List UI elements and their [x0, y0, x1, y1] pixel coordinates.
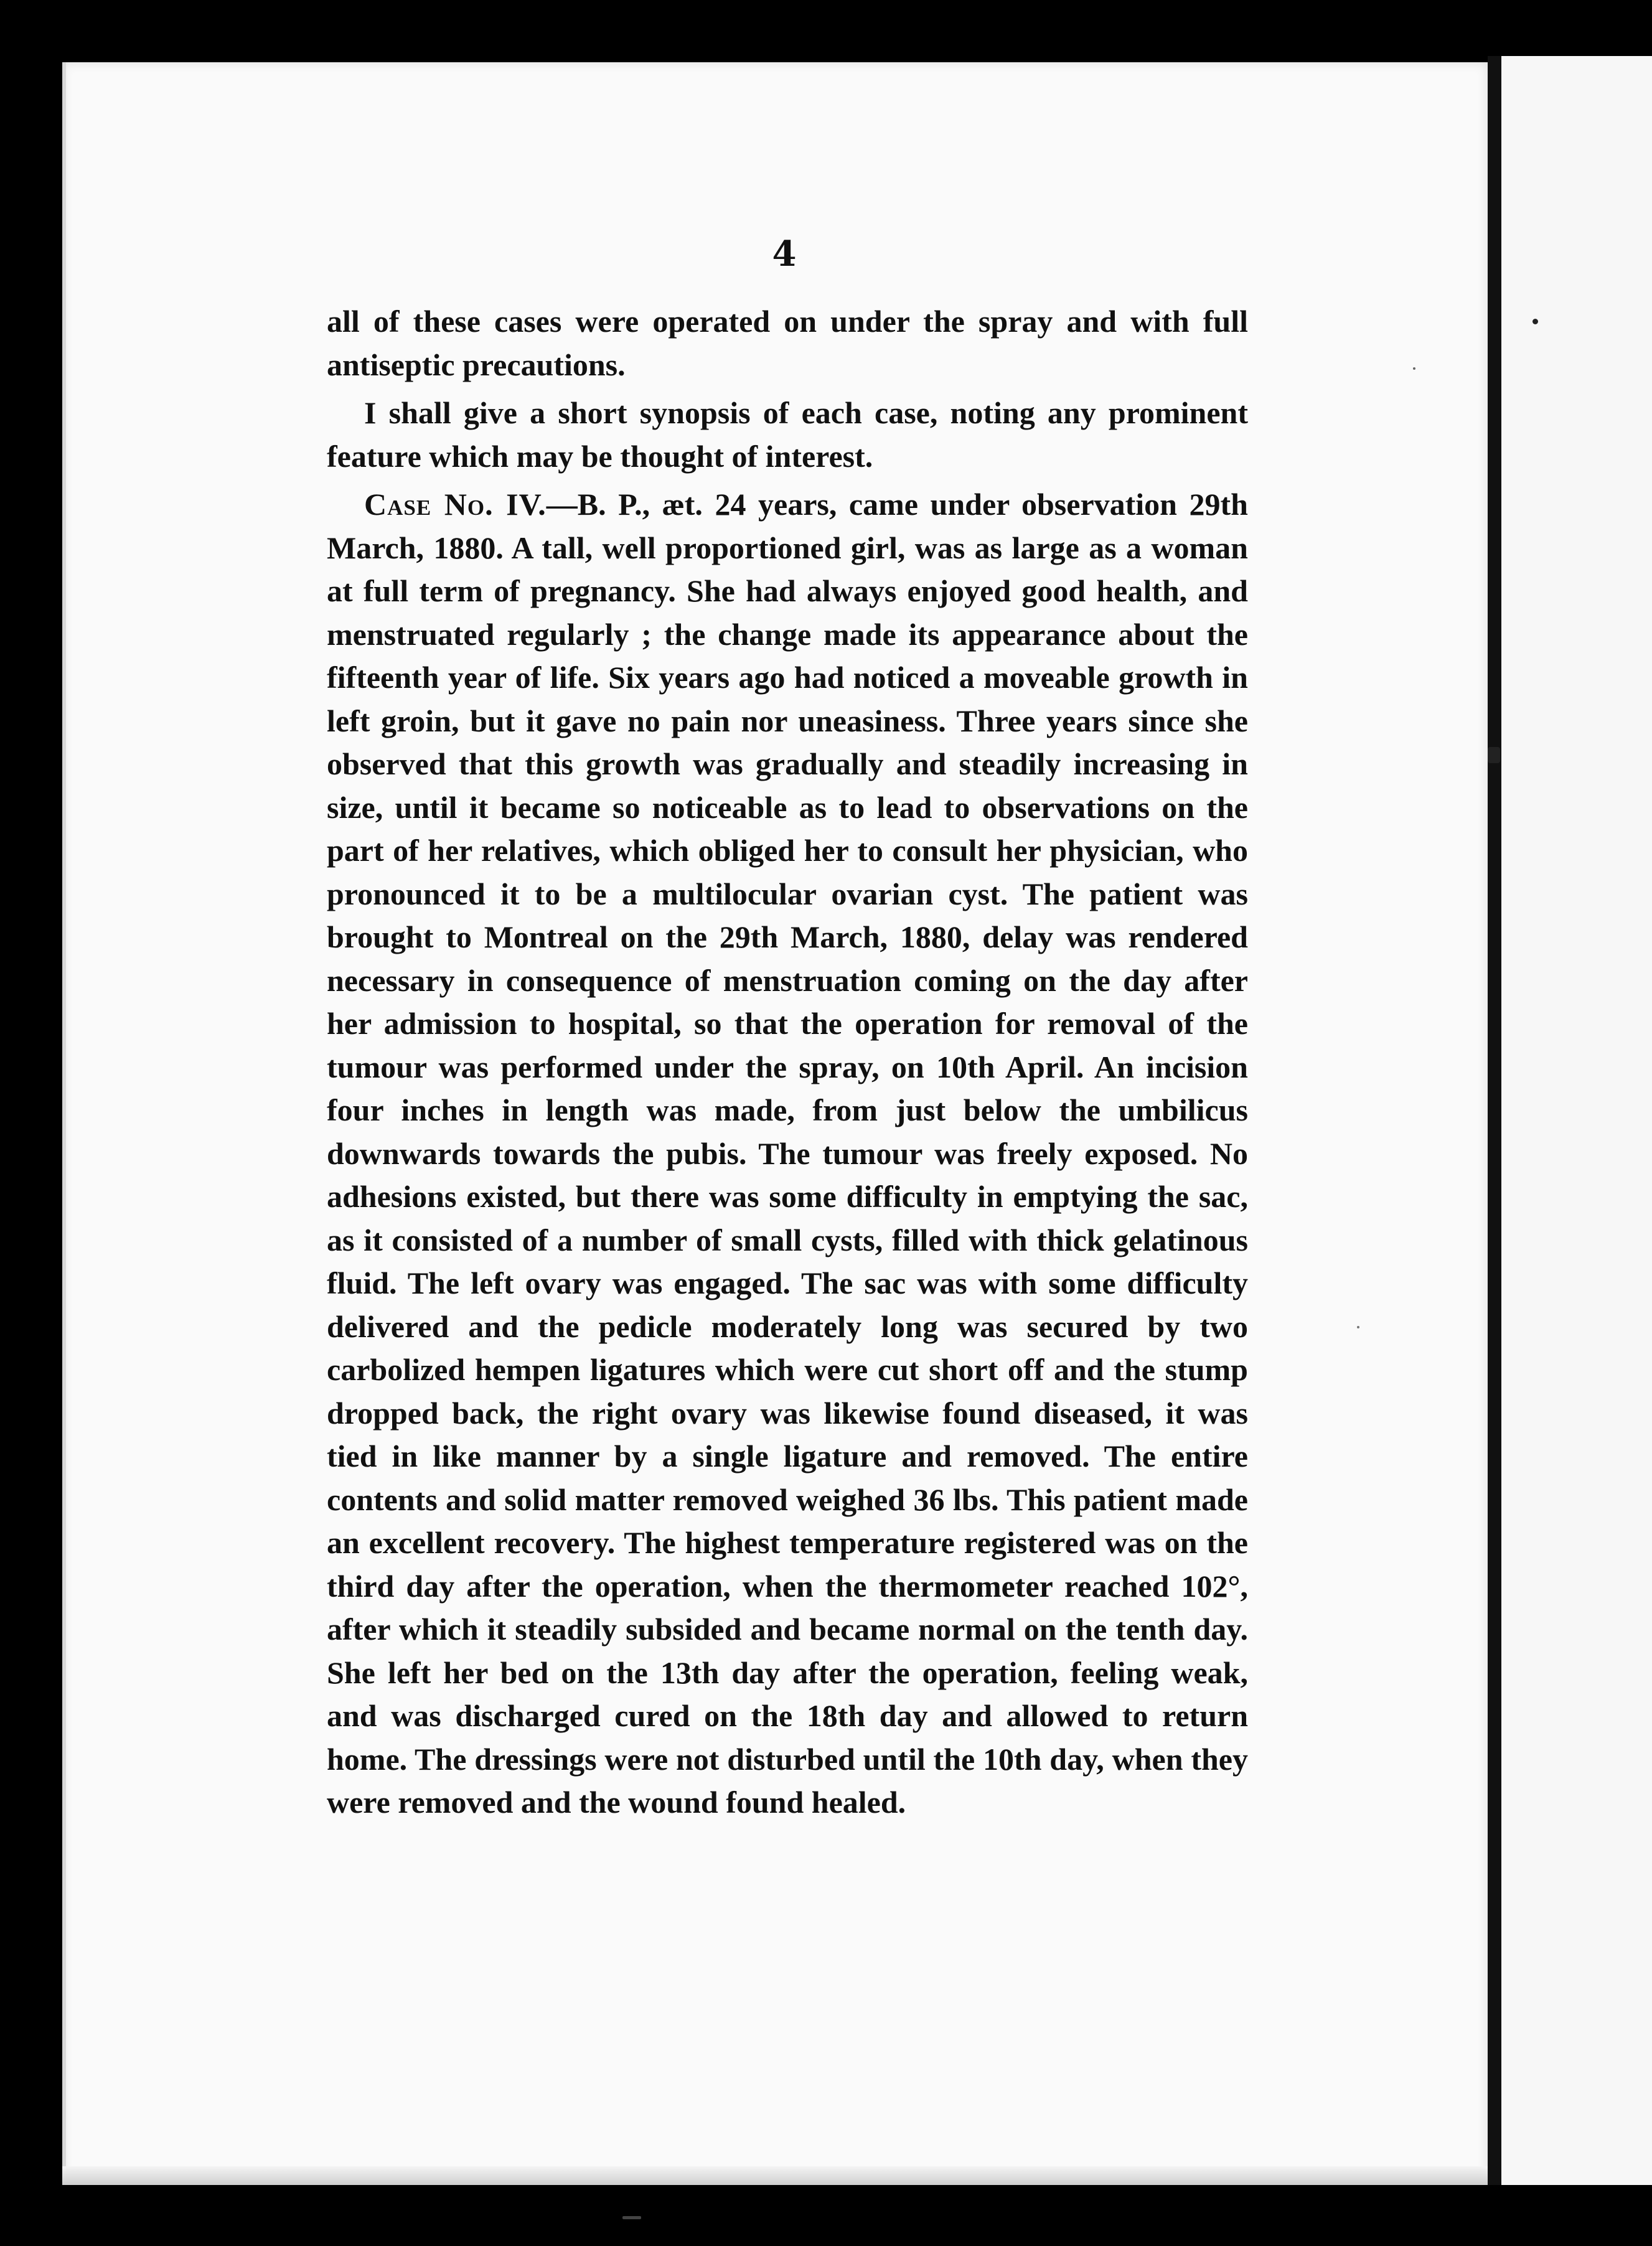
scan-speck	[1532, 319, 1538, 324]
paragraph-synopsis: I shall give a short synopsis of each case, noting any prominent feature which may be thought of interest.	[327, 395, 1248, 474]
spine-rule	[1488, 56, 1501, 2185]
case-text: —B. P., æt. 24 years, came under observation 29th March, 1880. A tall, well proportioned girl, was as large as a woman at full term of pregnancy. She had always enjoyed good health, and menstruated regularly ; the change made its appearance about the fifteenth year of life. Six years ago had noticed a moveable growth in left groin, but it gave no pain nor uneasiness. Three years since she observed that this growth was gradually and steadily increasing in size, until it became so noticeable as to lead to observations on the part of her relatives, which obliged her to consult her physician, who pronounced it to be a multilocular ovarian cyst. The patient was brought to Montreal on the 29th March, 1880, delay was rendered necessary in consequence of menstruation coming on the day after her admission to hospital, so that the operation for removal of the tumour was performed under the spray, on 10th April. An incision four inches in length was made, from just below the umbilicus downwards towards the pubis. The tumour was freely exposed. No adhesions existed, but there was some difficulty in emptying the sac, as it consisted of a number of small cysts, filled with thick gelatinous fluid. The left ovary was engaged. The sac was with some difficulty delivered and the pedicle moderately long was secured by two carbolized hempen ligatures which were cut short off and the stump dropped back, the right ovary was likewise found diseased, it was tied in like manner by a single ligature and removed. The entire contents and solid matter removed weighed 36 lbs. This patient made an excellent recovery. The highest temperature registered was on the third day after the operation, when the thermometer reached 102°, after which it steadily subsided and became normal on the tenth day. She left her bed on the 13th day after the operation, feeling weak, and was discharged cured on the 18th day and allowed to return home. The dressings were not disturbed until the 10th day, when they were removed and the wound found healed.	[327, 487, 1248, 1820]
adjacent-page	[1501, 56, 1652, 2185]
page-number: 4	[772, 233, 797, 275]
scan-speck	[1357, 1326, 1359, 1328]
case-heading: Case No. IV.	[364, 487, 547, 522]
page-edge-left	[62, 62, 66, 2185]
scan-speck	[622, 2216, 641, 2219]
body-text	[327, 300, 1248, 1830]
paragraph-continuation: all of these cases were operated on under the spray and with full antiseptic precautions.	[327, 304, 1248, 382]
page-edge-bottom	[62, 2166, 1488, 2185]
scan-speck	[1488, 747, 1500, 763]
scan-speck	[1413, 367, 1415, 370]
paragraph-case-four	[327, 483, 1248, 1825]
